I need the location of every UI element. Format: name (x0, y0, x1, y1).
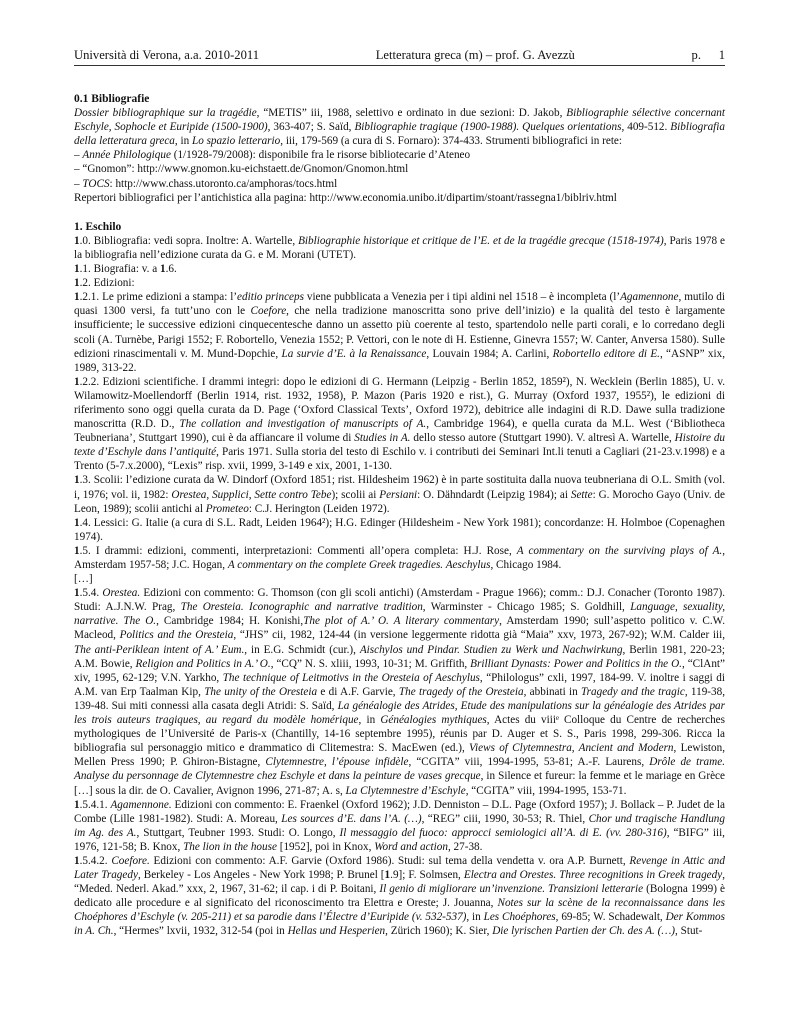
section-number: 1 (74, 263, 80, 276)
text-run: .2. Edizioni: (79, 277, 135, 290)
italic-title: Généalogies mythiques (380, 714, 487, 727)
italic-title: The Oresteia. Iconographic and narrative tradition (180, 601, 423, 614)
text-run: , in (466, 911, 484, 924)
text-run: , Lewiston, Mellen Press 1990; P. Ghiron-Bistagne, (74, 742, 726, 769)
italic-title: Clytemnestre, l’épouse infidèle (265, 756, 409, 769)
text-run: : http://www.chass.utoronto.ca/amphoras/tocs.html (109, 177, 338, 190)
italic-title: The plot of A.’ O. A literary commentary (303, 615, 500, 628)
text-run: (Bologna 1999) è dedicato alle procedure e al significato del riconoscimento tra Elettra e Oreste; J. Jouanna, (74, 883, 725, 910)
text-run: : G. Morocho Gayo (Univ. de Leon, 1989); scolii antichi al (74, 488, 725, 515)
text-run: , “ClAnt” xiv, 1995, 62-129; V.N. Yarkho, (74, 657, 726, 684)
text-run: Repertori bibliografici per l’antichistica alla pagina: http://www.economia.unibo.it/dipartim/stoant/rassegna1/biblriv.html (74, 191, 617, 204)
italic-title: Les Choéphores (483, 911, 556, 924)
italic-title: editio princeps (237, 291, 304, 304)
italic-title: Agamennone. (110, 798, 172, 811)
text-run: , in Silence et fureur: la femme et le mariage en Grèce […] sous la dir. de O. Cavalier, Avignon 1996, 271-87; A. s, (74, 770, 725, 797)
text-run: .0. Bibliografia: vedi sopra. Inoltre: A. Wartelle, (79, 234, 299, 247)
text-run: .1. Biografia: v. a (79, 263, 160, 276)
text-run: , in E.G. Schmidt (cur.), (244, 643, 360, 656)
text-run: , Stut- (675, 925, 703, 938)
italic-title: Der Kommos in A. Ch. (74, 911, 726, 938)
text-run: , in (174, 135, 192, 148)
document-page (74, 48, 725, 939)
italic-title: Bibliographie historique et critique de l’E. et de la tragédie grecque (1518-1974) (298, 234, 664, 247)
italic-title: Word and action (374, 840, 448, 853)
text-run: Edizioni con commento: E. Fraenkel (Oxford 1962); J.D. Denniston – D.L. Page (Oxford 1957); J. Bollack – P. Judet de la Combe (Lille 1981-1982). Studi: A. Moreau, (74, 798, 725, 825)
bibliografie-line (74, 162, 725, 176)
text-run: , 27-38. (447, 840, 483, 853)
section-bibliografie (74, 92, 725, 205)
italic-title: The lion in the house (183, 840, 277, 853)
text-run: , “CQ” N. S. xliii, 1993, 10-31; M. Griffith, (270, 657, 471, 670)
bibliografie-line (74, 148, 725, 162)
header-course: Letteratura greca (m) – prof. G. Avezzù (375, 48, 575, 62)
italic-title: Brilliant Dynasts: Power and Politics in the O. (470, 657, 682, 670)
text-run: , “CGITA” viii, 1994-1995, 153-71. (465, 784, 627, 797)
section-number: 1 (74, 544, 80, 557)
text-run: , 363-407; S. Saïd, (267, 121, 355, 134)
italic-title: Bibliographie sélective concernant Eschyle, Sophocle et Euripide (1500-1900) (74, 107, 725, 134)
text-run: .2.1. Le prime edizioni a stampa: l’ (79, 291, 238, 304)
eschilo-paragraph (74, 262, 725, 276)
italic-title: Il genio di migliorare un’invenzione. Transizioni letterarie (379, 883, 644, 896)
italic-title: The tragedy of the Oresteia (398, 685, 524, 698)
section-number: 1 (74, 277, 80, 290)
italic-title: Chor und tragische Handlung im Ag. des A. (74, 812, 725, 839)
header-page-prefix: p. (691, 48, 701, 62)
text-run: , che nella tradizione manoscritta sono prive dell’inizio) e la qualità del testo è largamente insufficiente; le successive edizioni cinquecentesche danno un assetto più coerente al testo, spartendolo nelle parti corali, e lo corredano degli scoli (A. Turnèbe, Parigi 1552; F. Robortello, Venezia 1552; P. Vettori, con le note di H. Estienne, Ginevra 1557; W. Canter, Anversa 1580). Sulle edizioni rinascimentali v. M. Mund-Dopchie, (74, 305, 725, 360)
section-number: 1 (74, 587, 80, 600)
section-number: 1 (74, 375, 80, 388)
text-run: .5.4.1. (79, 798, 111, 811)
italic-title: The unity of the Oresteia (204, 685, 318, 698)
italic-title: La Clytemnestre d’Eschyle (345, 784, 466, 797)
italic-title: The technique of Leitmotivs in the Oresteia of Aeschylus (222, 671, 480, 684)
text-run: , “JHS” cii, 1982, 124-44 (in versione leggermente ridotta già “Maia” xxv, 1973, 267-92); W.M. Calder iii, (233, 629, 726, 642)
text-run: , “METIS” iii, 1988, selettivo e ordinato in due sezioni: D. Jakob, (256, 107, 567, 120)
italic-title: Aischylos und Pindar. Studien zu Werk und Nachwirkung (359, 643, 623, 656)
italic-title: Politics and the Oresteia (119, 629, 234, 642)
italic-title: Language, sexuality, narrative. The O. (74, 601, 726, 628)
italic-title: Persiani (379, 488, 418, 501)
italic-title: TOCS (82, 177, 110, 190)
text-run: , “REG” ciii, 1990, 30-53; R. Thiel, (421, 812, 589, 825)
eschilo-paragraphs (74, 234, 725, 939)
bibliografie-lines (74, 148, 725, 204)
eschilo-paragraph (74, 473, 725, 515)
italic-title: Année Philologique (82, 149, 171, 162)
text-run: , 409-512. (621, 121, 671, 134)
italic-title: Electra and Orestes. Three recognitions in Greek tragedy (463, 869, 723, 882)
eschilo-paragraph (74, 544, 725, 572)
text-run: , 119-38, 139-48. Sui miti connessi alla casata degli Atridi: S. Saïd, (74, 685, 725, 712)
section-title-bibliografie: 0.1 Bibliografie (74, 93, 150, 105)
eschilo-paragraph (74, 290, 725, 375)
header-university: Università di Verona, a.a. 2010-2011 (74, 48, 260, 62)
eschilo-paragraph (74, 375, 725, 474)
text-run: , Amsterdam 1957-58; J.C. Hogan, (74, 544, 725, 571)
bibliografie-line (74, 177, 725, 191)
italic-title: Hellas und Hesperien (287, 925, 386, 938)
italic-title: A commentary on the complete Greek tragedies. Aeschylus (227, 559, 491, 571)
text-run: , 69-85; W. Schadewalt, (555, 911, 666, 924)
italic-title: Agamennone (620, 291, 679, 304)
italic-title: Studies in A. (354, 432, 411, 445)
text-run: , Berkeley - Los Angeles - New York 1998; P. Brunel [ (137, 869, 385, 882)
text-run: .5.4. (79, 587, 103, 600)
italic-title: Bibliographie tragique (1900-1988). Quelques orientations (354, 121, 622, 134)
italic-title: Dossier bibliographique sur la tragédie (74, 107, 257, 120)
text-run: , Paris 1978 e la bibliografia nell’edizione curata da G. e M. Morani (UTET). (74, 234, 725, 261)
text-run: , Louvain 1984; A. Carlini, (426, 347, 553, 360)
page-header (74, 48, 725, 66)
text-run: , Actes du viiiᵉ Colloque du Centre de recherches mythologiques de l’Université de Paris-x (Chantilly, 14-16 septembre 1995), réunis par D. Auger et S. S., Paris 1998, 299-306. Ricca la bibliografia sul personaggio mitico e drammatico di Clitemestra: S. MacEwen (ed.), (74, 714, 725, 755)
eschilo-paragraph (74, 276, 725, 290)
text-run: .3. Scolii: l’edizione curata da W. Dindorf (Oxford 1851; rist. Hildesheim 1962) è in parte sostituita dalla nuova teubneriana di O.L. Smith (vol. i, 1976; vol. ii, 1982: (74, 474, 725, 501)
header-page-number: 1 (718, 48, 725, 62)
eschilo-paragraph (74, 854, 725, 939)
section-title-eschilo: 1. Eschilo (74, 220, 122, 233)
italic-title: Orestea, Supplici, Sette contro Tebe (171, 488, 332, 501)
italic-title: Lo spazio letterario (191, 135, 281, 148)
italic-title: Orestea. (102, 587, 141, 600)
text-run: – (74, 177, 83, 190)
text-run: .2.2. Edizioni scientifiche. I drammi integri: dopo le edizioni di G. Hermann (Leipzig - Berlin 1852, 1859²), N. Wecklein (Berlin 1885), U. v. Wilamowitz-Moellendorff (Berlin 1914, rist. 1932, 1958), P. Mazon (Paris 1920 e rist.), G. Murray (Oxford 1937, 1955²), le edizioni di riferimento sono oggi quella curata da D. Page (‘Oxford Classical Texts’, Oxford 1972), debitrice alle indagini di R.D. Dawe sulla tradizione manoscritta (R.D. D., (74, 375, 725, 431)
text-run: viene pubblicata a Venezia per i tipi aldini nel 1518 – è incompleta (l’ (303, 291, 621, 304)
text-run: .4. Lessici: G. Italie (a cura di S.L. Radt, Leiden 1964²); H.G. Edinger (Hildesheim - New York 1981); concordanze: H. Holmboe (Copenaghen 1974). (74, 516, 725, 543)
text-run: : O. Dähndardt (Leipzig 1984); ai (417, 488, 571, 501)
text-run: – (74, 149, 83, 162)
section-number: 1 (74, 854, 80, 867)
section-number: 1 (74, 291, 80, 304)
header-page (692, 48, 725, 63)
text-run: Edizioni con commento: A.F. Garvie (Oxford 1986). Studi: sul tema della vendetta v. ora A.P. Burnett, (149, 854, 630, 867)
italic-title: La généalogie des Atrides, Etude des manipulations sur la généalogie des Atrides par les trois auteurs tragiques, au regard du modèle homérique (74, 699, 725, 727)
text-run: , Cambridge 1964), e quella curata da M.L. West (‘Bibliotheca Teubneriana’, Stuttgart 1990), cui è da affiancare il volume di (74, 418, 725, 445)
text-run: […] (74, 573, 93, 586)
eschilo-paragraph (74, 798, 725, 854)
text-run: .9]; F. Solmsen, (390, 869, 464, 882)
bibliografie-line (74, 191, 725, 205)
italic-title: Die lyrischen Partien der Ch. des A. (…) (492, 925, 676, 938)
italic-title: Tragedy and the tragic (581, 685, 685, 698)
italic-title: La survie d’E. à la Renaissance (281, 347, 427, 360)
text-run: , “Hermes” lxvii, 1932, 312-54 (poi in (113, 925, 288, 938)
text-run: , mutilo di quasi 1300 versi, fa tutt’uno con le (74, 291, 725, 318)
text-run: ); scolii ai (331, 488, 380, 501)
italic-title: Histoire du texte d’Eschyle dans l’antiquité (74, 432, 726, 459)
italic-title: Drôle de trame. Analyse du personnage de Clytemnestre chez Eschyle et dans la peinture de vases grecque (74, 756, 725, 783)
text-run: , Stuttgart, Teubner 1993. Studi: O. Longo, (136, 826, 340, 839)
italic-title: The anti-Periklean intent of A.’ Eum. (74, 643, 245, 656)
text-run: – “Gnomon”: http://www.gnomon.ku-eichstaett.de/Gnomon/Gnomon.html (74, 163, 409, 176)
text-run: , iii, 179-569 (a cura di S. Fornaro): 374-433. Strumenti bibliografici in rete: (280, 135, 623, 148)
text-run: , Warminster - Chicago 1985; S. Goldhill, (422, 601, 631, 614)
italic-title: Les sources d’E. dans l’A. (…) (281, 812, 422, 825)
italic-title: Views of Clytemnestra, Ancient and Modern (469, 742, 674, 755)
eschilo-paragraph (74, 234, 725, 262)
bibliografie-body (74, 106, 725, 148)
text-run: , “Meded. Nederl. Akad.” xxx, 2, 1967, 31-62; il cap. i di P. Boitani, (74, 869, 726, 896)
text-run: e di A.F. Garvie, (317, 685, 399, 698)
text-run: , Amsterdam 1990; sull’aspetto politico v. C.W. Macleod, (74, 615, 725, 642)
text-run: .5.4.2. (79, 854, 112, 867)
text-run: (1/1928-79/2008): disponibile fra le risorse bibliotecarie d’Ateneo (170, 149, 471, 162)
text-run: , Chicago 1984. (490, 559, 562, 571)
text-run: , “CGITA” viii, 1994-1995, 53-81; A.-F. Laurens, (408, 756, 650, 769)
italic-title: Il messaggio del fuoco: approcci semiologici all’A. di E. (vv. 280-316) (339, 826, 667, 839)
section-number: 1 (74, 798, 80, 811)
italic-title: Coefore (250, 305, 287, 318)
text-run: .5. I drammi: edizioni, commenti, interpretazioni: Commenti all’opera completa: H.J. Rose, (79, 544, 517, 557)
text-run: .6. (165, 263, 177, 276)
section-number: 1 (159, 263, 166, 276)
italic-title: Bibliografia della letteratura greca (74, 121, 725, 148)
eschilo-paragraph (74, 516, 725, 544)
section-number: 1 (384, 869, 391, 882)
text-run: , Paris 1971. Sulla storia del testo di Eschilo v. i contributi dei Seminari Int.li tenuti a Cagliari (21-23.v.1998) e a Trento (5-7.x.2000), “Lexis” risp. xvii, 1999, 3-149 e xix, 2001, 1-130. (74, 446, 725, 473)
italic-title: Notes sur la scène de la reconnaissance dans les Choéphores d’Eschyle (v. 205-211) et sa parodie dans l’Électre d’Euripide (v. 532-537) (74, 897, 725, 924)
eschilo-paragraph (74, 586, 725, 797)
italic-title: The collation and investigation of manuscripts of A. (179, 418, 427, 431)
section-number: 1 (74, 474, 80, 487)
text-run: , Zürich 1960); K. Sier, (385, 925, 493, 938)
text-run: , Berlin 1981, 220-23; A.M. Bowie, (74, 643, 725, 670)
section-number: 1 (74, 234, 80, 247)
text-run: dello stesso autore (Stuttgart 1990). V. altresì A. Wartelle, (410, 432, 675, 445)
italic-title: Sette (570, 488, 593, 501)
text-run: , “Philologus” cxli, 1997, 184-99. V. inoltre i saggi di A.M. van Erp Taalman Kip, (74, 671, 725, 698)
italic-title: Prometeo (205, 502, 249, 515)
italic-title: Religion and Politics in A.’ O. (135, 657, 271, 670)
text-run: : C.J. Herington (Leiden 1972). (248, 502, 390, 515)
text-run: [1952], poi in Knox, (276, 840, 375, 853)
text-run: , “BIFG” iii, 1976, 121-58; B. Knox, (74, 826, 725, 853)
text-run: , in (358, 714, 381, 727)
italic-title: Coefore. (111, 854, 150, 867)
eschilo-paragraph (74, 572, 725, 586)
section-eschilo (74, 220, 725, 939)
text-run: , Cambridge 1984; H. Konishi, (156, 615, 304, 628)
section-number: 1 (74, 516, 80, 529)
italic-title: Robortello editore di E. (552, 347, 660, 360)
text-run: Edizioni con commento: G. Thomson (con gli scoli antichi) (Amsterdam - Prague 1966); comm.: D.J. Conacher (Toronto 1987). Studi: A.J.N.W. Prag, (74, 587, 725, 614)
italic-title: Revenge in Attic and Later Tragedy (74, 854, 725, 882)
italic-title: A commentary on the surviving plays of A. (516, 544, 723, 557)
text-run: , abbinati in (523, 685, 582, 698)
text-run: , “ASNP” xix, 1989, 313-22. (74, 347, 725, 374)
